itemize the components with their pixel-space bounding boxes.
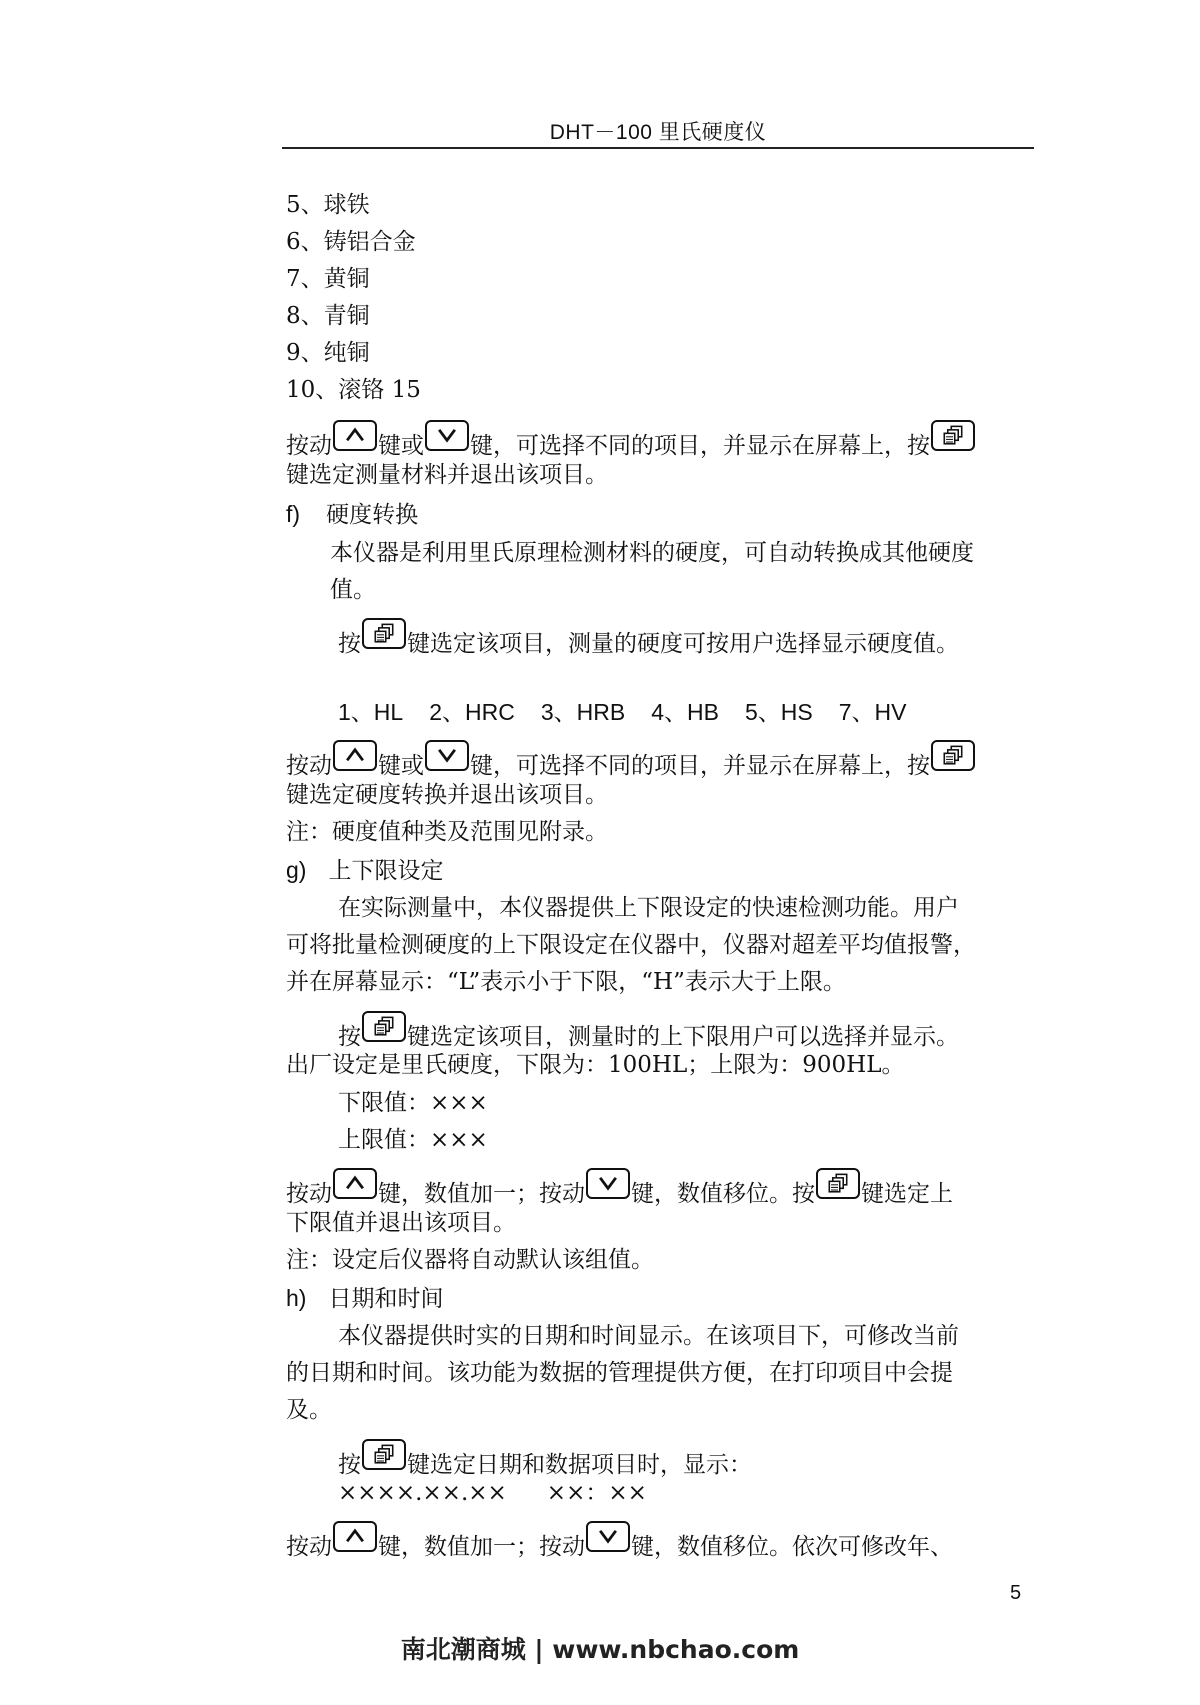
enter-key-icon xyxy=(362,1439,406,1470)
text: 键选定硬度转换并退出该项目。 xyxy=(286,782,608,808)
list-item xyxy=(286,190,1036,220)
paragraph-line xyxy=(338,1011,1036,1052)
text: 注：硬度值种类及范围见附录。 xyxy=(286,819,608,845)
page-header: DHT－100 里氏硬度仪 xyxy=(549,121,767,144)
text: 的日期和时间。该功能为数据的管理提供方便，在打印项目中会提 xyxy=(286,1360,953,1386)
text: 键或 xyxy=(378,433,424,459)
option: 1、HL xyxy=(338,699,404,725)
paragraph-line xyxy=(286,1521,1036,1562)
section-title: 硬度转换 xyxy=(326,502,419,528)
paragraph-line xyxy=(338,1321,1036,1351)
text: 本仪器提供时实的日期和时间显示。在该项目下，可修改当前 xyxy=(338,1323,959,1349)
down-key-icon xyxy=(586,1168,630,1199)
section-heading xyxy=(286,499,1036,530)
text: 键，可选择不同的项目，并显示在屏幕上，按 xyxy=(470,433,930,459)
text: 键，数值移位。按 xyxy=(631,1181,815,1207)
text: 在实际测量中，本仪器提供上下限设定的快速检测功能。用户 xyxy=(338,895,959,921)
option: 5、HS xyxy=(744,699,813,725)
page-number: 5 xyxy=(1010,1582,1022,1604)
text: 按动 xyxy=(286,433,332,459)
paragraph-line xyxy=(286,740,1036,781)
text: 本仪器是利用里氏原理检测材料的硬度，可自动转换成其他硬度 xyxy=(330,540,974,566)
paragraph-line xyxy=(286,1050,1036,1080)
text: 按 xyxy=(338,1024,361,1050)
section-heading xyxy=(286,855,1036,886)
paragraph-line xyxy=(286,1208,1036,1238)
up-key-icon xyxy=(333,740,377,771)
text: 键，可选择不同的项目，并显示在屏幕上，按 xyxy=(470,753,930,779)
enter-key-icon xyxy=(816,1168,860,1199)
text: 键选定该项目，测量时的上下限用户可以选择并显示。 xyxy=(407,1024,959,1050)
paragraph-line xyxy=(286,1358,1036,1388)
text: 6、铸铝合金 xyxy=(286,229,416,255)
paragraph-line xyxy=(330,538,1036,568)
section-title: 上下限设定 xyxy=(328,858,444,884)
text: 键，数值加一；按动 xyxy=(378,1181,585,1207)
enter-key-icon xyxy=(931,420,975,451)
paragraph-line xyxy=(286,930,1036,960)
text: 键选定该项目，测量的硬度可按用户选择显示硬度值。 xyxy=(407,631,959,657)
date-time-format xyxy=(338,1478,1036,1508)
text: 按 xyxy=(338,631,361,657)
up-key-icon xyxy=(333,420,377,451)
enter-key-icon xyxy=(931,740,975,771)
paragraph-line xyxy=(330,575,1036,605)
paragraph-line xyxy=(286,1168,1036,1209)
text: 键选定日期和数据项目时，显示： xyxy=(407,1452,752,1478)
paragraph-line xyxy=(338,618,1036,659)
section-title: 日期和时间 xyxy=(328,1286,444,1312)
text: 按动 xyxy=(286,753,332,779)
text: 按动 xyxy=(286,1181,332,1207)
text: 10、滚铬 15 xyxy=(286,377,421,403)
text: 7、黄铜 xyxy=(286,266,370,292)
down-key-icon xyxy=(425,420,469,451)
paragraph-line xyxy=(286,780,1036,810)
list-item xyxy=(286,301,1036,331)
list-item xyxy=(286,227,1036,257)
up-key-icon xyxy=(333,1168,377,1199)
text: 注：设定后仪器将自动默认该组值。 xyxy=(286,1247,654,1273)
enter-key-icon xyxy=(362,618,406,649)
text: 键选定测量材料并退出该项目。 xyxy=(286,462,608,488)
paragraph-line xyxy=(338,893,1036,923)
up-key-icon xyxy=(333,1521,377,1552)
down-key-icon xyxy=(586,1521,630,1552)
option: 7、HV xyxy=(838,699,907,725)
text: 及。 xyxy=(286,1397,332,1423)
paragraph-line xyxy=(286,420,1036,461)
text: 键或 xyxy=(378,753,424,779)
paragraph-line xyxy=(338,1439,1036,1480)
list-item xyxy=(286,264,1036,294)
enter-key-icon xyxy=(362,1011,406,1042)
text: 下限值并退出该项目。 xyxy=(286,1210,516,1236)
text: 并在屏幕显示：“L”表示小于下限，“H”表示大于上限。 xyxy=(286,969,846,995)
footer-watermark: 南北潮商城 | www.nbchao.com xyxy=(400,1635,800,1664)
section-label: h) xyxy=(286,1285,307,1311)
list-item xyxy=(286,375,1036,405)
paragraph-line xyxy=(286,1395,1036,1425)
option: 2、HRC xyxy=(429,699,515,725)
note xyxy=(286,817,1036,847)
text: 5、球铁 xyxy=(286,192,370,218)
text: 键选定上 xyxy=(861,1181,953,1207)
text: 按动 xyxy=(286,1534,332,1560)
section-heading xyxy=(286,1283,1036,1314)
time-format: ××：×× xyxy=(546,1480,647,1506)
header-rule xyxy=(282,147,1034,149)
text: 值。 xyxy=(330,577,376,603)
paragraph-line xyxy=(286,967,1036,997)
note xyxy=(286,1245,1036,1275)
down-key-icon xyxy=(425,740,469,771)
paragraph-line xyxy=(286,460,1036,490)
section-label: g) xyxy=(286,857,307,883)
text: 上限值：××× xyxy=(338,1127,488,1153)
text: 按 xyxy=(338,1452,361,1478)
text: 下限值：××× xyxy=(338,1090,488,1116)
text: 键，数值加一；按动 xyxy=(378,1534,585,1560)
hardness-options xyxy=(338,697,1036,727)
lower-limit-line xyxy=(338,1088,1036,1118)
text: 键，数值移位。依次可修改年、 xyxy=(631,1534,953,1560)
text: 出厂设定是里氏硬度，下限为：100HL；上限为：900HL。 xyxy=(286,1052,905,1078)
option: 3、HRB xyxy=(540,699,626,725)
upper-limit-line xyxy=(338,1125,1036,1155)
option: 4、HB xyxy=(651,699,719,725)
text: 可将批量检测硬度的上下限设定在仪器中，仪器对超差平均值报警， xyxy=(286,932,976,958)
text: 8、青铜 xyxy=(286,303,370,329)
date-format: ××××.××.×× xyxy=(338,1480,507,1506)
section-label: f) xyxy=(286,501,301,527)
text: 9、纯铜 xyxy=(286,340,370,366)
list-item xyxy=(286,338,1036,368)
